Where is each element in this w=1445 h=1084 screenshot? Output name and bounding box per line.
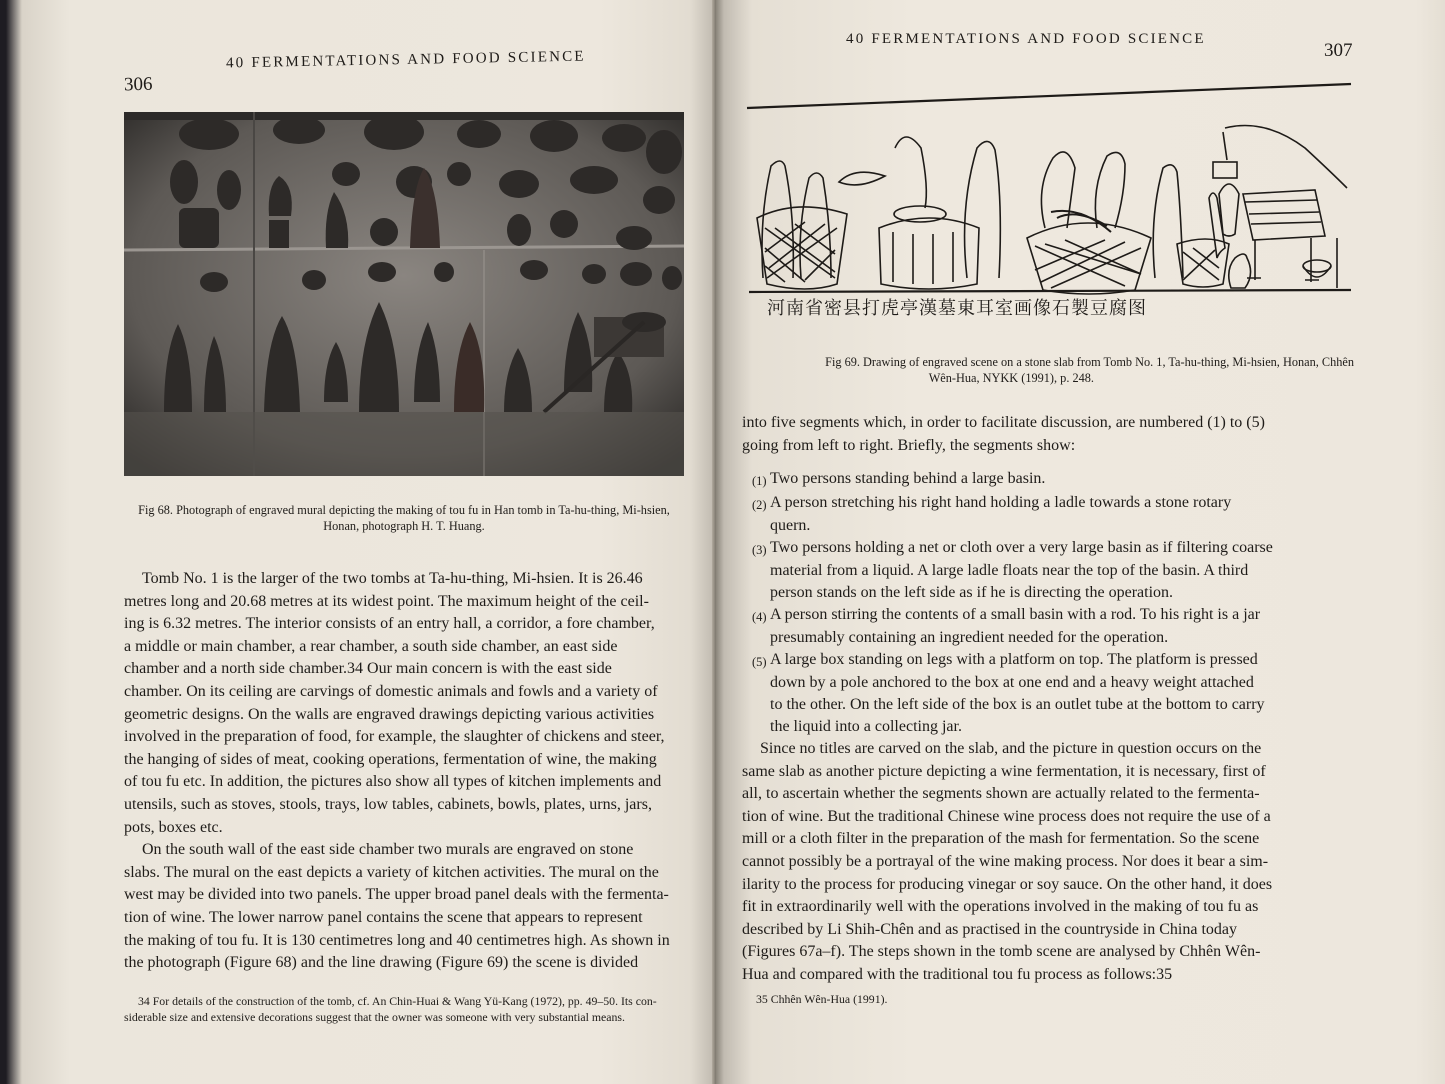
list-line: the liquid into a collecting jar. — [770, 718, 962, 736]
caption-line: Fig 69. Drawing of engraved scene on a stone slab from Tomb No. 1, Ta-hu-thing, Mi-hsien, Honan, Chhên — [825, 355, 1354, 369]
body-line: the making of tou fu. It is 130 centimetres long and 40 centimetres high. As shown in — [124, 931, 670, 949]
figure-69-caption — [742, 354, 1354, 386]
list-item — [752, 537, 1352, 604]
list-item — [752, 604, 1352, 649]
running-head-left: 40 FERMENTATIONS AND FOOD SCIENCE — [225, 48, 586, 72]
body-line: ing is 6.32 metres. The interior consists of an entry hall, a corridor, a fore chamber, — [124, 615, 655, 633]
body-line: slabs. The mural on the east depicts a variety of kitchen activities. The mural on the — [124, 863, 659, 881]
footnote-35: 35 Chhên Wên-Hua (1991). — [756, 992, 888, 1006]
body-line: fit in extraordinarily well with the operations involved in the making of tou fu as — [742, 898, 1259, 916]
list-number: (4) — [752, 610, 767, 625]
page-number-left: 306 — [123, 73, 153, 96]
body-line: (Figures 67a–f). The steps shown in the tomb scene are analysed by Chhên Wên- — [742, 943, 1261, 961]
list-item — [752, 649, 1352, 739]
list-line: quern. — [770, 516, 811, 534]
chinese-inscription: 河南省密县打虎亭漢墓東耳室画像石製豆腐图 — [767, 298, 1147, 319]
body-line: involved in the preparation of food, for example, the slaughter of chickens and steer, — [124, 728, 665, 746]
body-line: going from left to right. Briefly, the segments show: — [742, 436, 1076, 454]
body-line: cannot possibly be a portrayal of the wine making process. Nor does it bear a sim- — [742, 852, 1269, 870]
body-line: chamber. On its ceiling are carvings of domestic animals and fowls and a variety of — [124, 682, 658, 700]
body-line: tion of wine. But the traditional Chinese wine process does not require the use of a — [742, 807, 1271, 825]
body-line: described by Li Shih-Chên and as practised in the countryside in China today — [742, 920, 1237, 938]
left-page — [0, 0, 722, 1084]
running-head-right: 40 FERMENTATIONS AND FOOD SCIENCE — [846, 31, 1206, 47]
list-line: presumably containing an ingredient needed for the operation. — [770, 628, 1169, 646]
list-number: (1) — [752, 474, 767, 488]
body-line: all, to ascertain whether the segments shown are actually related to the fermenta- — [742, 785, 1260, 803]
right-body-text — [742, 738, 1354, 987]
body-line: metres long and 20.68 metres at its widest point. The maximum height of the ceil- — [124, 592, 649, 610]
page-number-right: 307 — [1324, 40, 1353, 61]
mural-photograph — [124, 112, 684, 476]
list-number: (2) — [752, 498, 767, 513]
footnote-34 — [124, 994, 657, 1025]
right-intro-text — [742, 412, 1354, 457]
body-line: ilarity to the process for producing vinegar or soy sauce. On the other hand, it does — [742, 875, 1273, 893]
footnote-line: siderable size and extensive decorations suggest that the owner was someone with very substantial means. — [124, 1009, 625, 1024]
body-line: On the south wall of the east side chamber two murals are engraved on stone — [142, 841, 634, 859]
tofu-line-drawing — [745, 78, 1355, 333]
body-line: Since no titles are carved on the slab, and the picture in question occurs on the — [760, 740, 1262, 757]
list-line: A person stirring the contents of a small basin with a rod. To his right is a jar — [770, 606, 1261, 624]
caption-line: Honan, photograph H. T. Huang. — [323, 519, 485, 533]
body-line: Hua and compared with the traditional tou fu process as follows:35 — [742, 965, 1173, 983]
body-line: chamber and a north side chamber.34 Our main concern is with the east side — [124, 660, 612, 678]
segment-list — [752, 468, 1352, 739]
left-body-text — [124, 568, 684, 975]
list-line: A person stretching his right hand holding a ladle towards a stone rotary — [770, 494, 1232, 512]
body-line: utensils, such as stoves, stools, trays, low tables, cabinets, bowls, plates, urns, jars, — [124, 795, 652, 813]
caption-line: Fig 68. Photograph of engraved mural depicting the making of tou fu in Han tomb in Ta-hu-thing, Mi-hsien, — [138, 503, 670, 517]
list-line: material from a liquid. A large ladle floats near the top of the basin. A third — [770, 561, 1249, 579]
body-line: a middle or main chamber, a rear chamber, a south side chamber, an east side — [124, 637, 618, 655]
caption-line: Wên-Hua, NYKK (1991), p. 248. — [928, 371, 1094, 385]
body-line: tion of wine. The lower narrow panel contains the scene that appears to represent — [124, 908, 643, 926]
body-line: geometric designs. On the walls are engraved drawings depicting various activities — [124, 705, 655, 723]
body-line: west may be divided into two panels. The upper broad panel deals with the fermenta- — [124, 886, 669, 904]
list-line: Two persons holding a net or cloth over a very large basin as if filtering coarse — [770, 539, 1273, 557]
list-line: A large box standing on legs with a platform on top. The platform is pressed — [770, 651, 1258, 669]
body-line: the photograph (Figure 68) and the line drawing (Figure 69) the scene is divided — [124, 954, 639, 972]
list-line: to the other. On the left side of the box is an outlet tube at the bottom to carry — [770, 696, 1265, 714]
body-line: pots, boxes etc. — [124, 818, 223, 836]
list-item — [752, 468, 1352, 492]
list-line: down by a pole anchored to the box at one end and a heavy weight attached — [770, 673, 1254, 691]
list-line: person stands on the left side as if he is directing the operation. — [770, 584, 1174, 602]
list-number: (3) — [752, 543, 767, 558]
body-line: same slab as another picture depicting a wine fermentation, it is necessary, first of — [742, 762, 1266, 780]
body-line: the hanging of sides of meat, cooking operations, fermentation of wine, the making — [124, 750, 657, 768]
list-number: (5) — [752, 655, 767, 670]
figure-68-caption — [124, 502, 684, 534]
footnote-line: 34 For details of the construction of the tomb, cf. An Chin-Huai & Wang Yü-Kang (1972), pp. 49–50. Its con- — [138, 994, 657, 1008]
list-line: Two persons standing behind a large basin. — [770, 470, 1046, 487]
body-line: mill or a cloth filter in the preparation of the mash for fermentation. So the scene — [742, 830, 1260, 848]
list-item — [752, 492, 1352, 537]
body-line: of tou fu etc. In addition, the pictures also show all types of kitchen implements and — [124, 773, 662, 791]
body-line: Tomb No. 1 is the larger of the two tombs at Ta-hu-thing, Mi-hsien. It is 26.46 — [142, 570, 643, 587]
body-line: into five segments which, in order to facilitate discussion, are numbered (1) to (5) — [742, 414, 1265, 431]
